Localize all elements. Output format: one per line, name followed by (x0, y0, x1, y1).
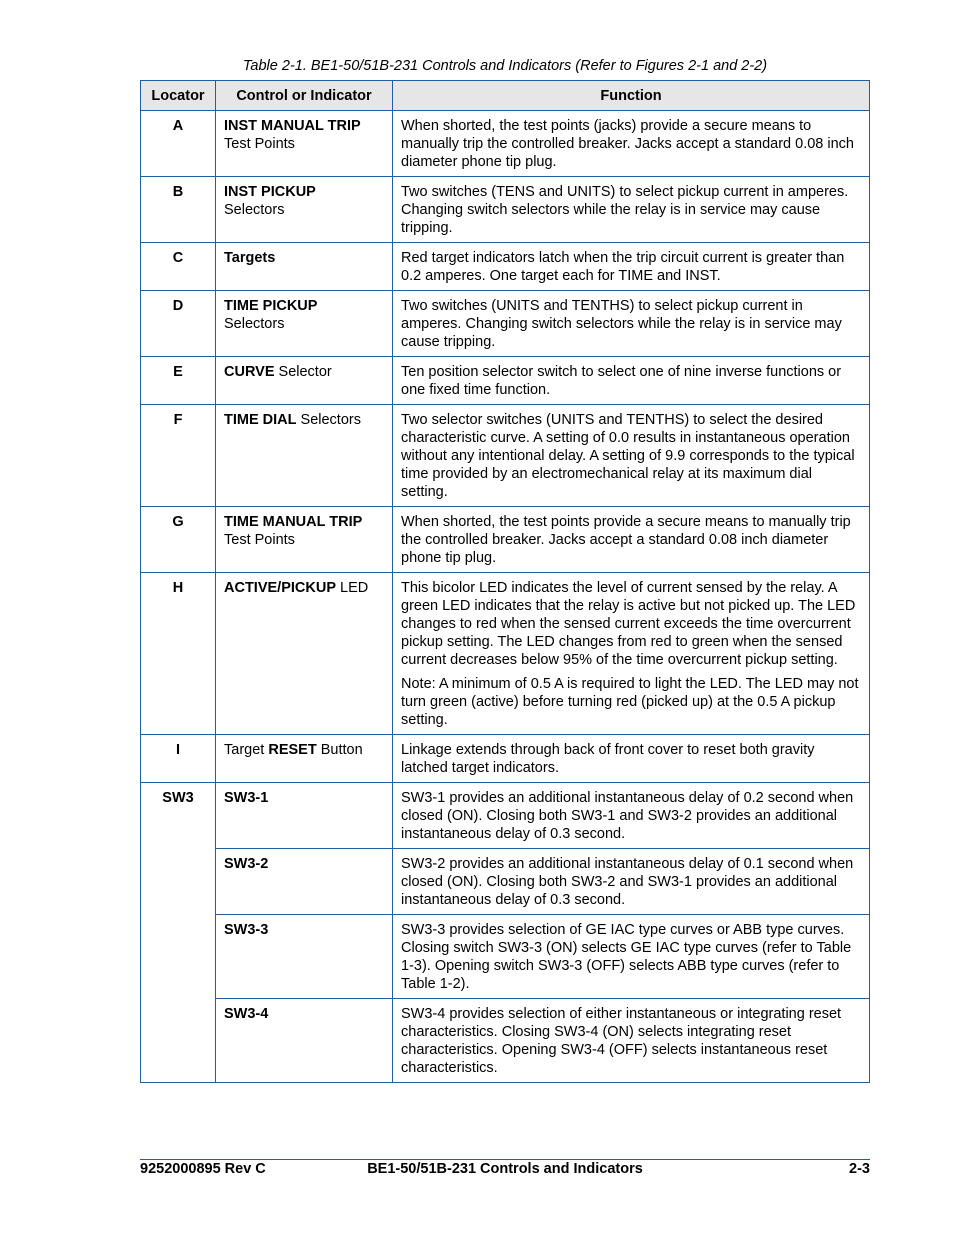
table-row (141, 111, 870, 177)
function-cell (393, 357, 870, 405)
table-row (141, 573, 870, 735)
locator-cell: SW3 (141, 783, 216, 1083)
control-name: TIME MANUAL TRIP (224, 514, 363, 530)
control-name: TIME DIAL (224, 412, 297, 428)
function-text: Linkage extends through back of front cover to reset both gravity latched target indicators. (401, 742, 815, 776)
table-row (141, 915, 870, 999)
function-text: SW3-4 provides selection of either instantaneous or integrating reset characteristics. Closing SW3-4 (ON) selects integrating reset characteristics. Opening SW3-4 (OFF) selects instantaneous reset characteristics. (401, 1006, 842, 1076)
control-type: Selectors (224, 316, 285, 332)
control-name: SW3-1 (224, 790, 269, 806)
table-row (141, 735, 870, 783)
locator-cell: H (141, 573, 216, 735)
table-row (141, 243, 870, 291)
control-cell (216, 507, 393, 573)
control-name: CURVE (224, 364, 275, 380)
table-row (141, 405, 870, 507)
header-function: Function (393, 81, 870, 111)
locator-cell: G (141, 507, 216, 573)
function-text: Note: A minimum of 0.5 A is required to light the LED. The LED may not turn green (active) before turning red (picked up) at the 0.5 A pickup setting. (401, 676, 859, 728)
control-name: SW3-3 (224, 922, 269, 938)
control-cell (216, 243, 393, 291)
table-row (141, 177, 870, 243)
header-locator: Locator (141, 81, 216, 111)
control-name: INST PICKUP (224, 184, 316, 200)
footer-title: BE1-50/51B-231 Controls and Indicators (367, 1161, 643, 1177)
control-cell (216, 573, 393, 735)
locator-cell: E (141, 357, 216, 405)
function-cell (393, 111, 870, 177)
control-name: RESET (268, 742, 317, 758)
function-text: SW3-2 provides an additional instantaneous delay of 0.1 second when closed (ON). Closing both SW3-2 and SW3-1 provides an additional instantaneous delay of 0.3 second. (401, 856, 854, 908)
control-cell (216, 357, 393, 405)
control-type: Selectors (224, 202, 285, 218)
control-cell (216, 999, 393, 1083)
function-cell (393, 507, 870, 573)
function-cell (393, 915, 870, 999)
table-caption: Table 2-1. BE1-50/51B-231 Controls and Indicators (Refer to Figures 2-1 and 2-2) (242, 58, 768, 74)
control-type: Selectors (296, 412, 361, 428)
header-control: Control or Indicator (216, 81, 393, 111)
function-cell (393, 243, 870, 291)
control-name: SW3-2 (224, 856, 269, 872)
function-cell (393, 177, 870, 243)
function-text: Two selector switches (UNITS and TENTHS) to select the desired characteristic curve. A setting of 0.0 results in instantaneous operation without any intentional delay. A setting of 9.9 corresponds to the typical time provided by an electromechanical relay at its maximum dial setting. (401, 412, 855, 500)
table-body (141, 111, 870, 1083)
function-cell (393, 849, 870, 915)
control-name: INST MANUAL TRIP (224, 118, 361, 134)
table-header-row (141, 81, 870, 111)
function-text: When shorted, the test points (jacks) provide a secure means to manually trip the controlled breaker. Jacks accept a standard 0.08 inch diameter phone tip plug. (401, 118, 854, 170)
control-type: Test Points (224, 532, 295, 548)
function-text: Two switches (TENS and UNITS) to select pickup current in amperes. Changing switch selectors while the relay is in service may cause tripping. (401, 184, 849, 236)
controls-table (140, 80, 870, 1083)
function-cell (393, 405, 870, 507)
function-cell (393, 783, 870, 849)
footer-page-number: 2-3 (849, 1161, 870, 1177)
control-cell (216, 177, 393, 243)
control-prefix: Target (224, 742, 269, 758)
function-cell (393, 291, 870, 357)
function-text: Two switches (UNITS and TENTHS) to select pickup current in amperes. Changing switch selectors while the relay is in service may cause tripping. (401, 298, 842, 350)
locator-cell: A (141, 111, 216, 177)
control-cell (216, 915, 393, 999)
table-row (141, 357, 870, 405)
locator-cell: B (141, 177, 216, 243)
locator-cell: D (141, 291, 216, 357)
control-cell (216, 405, 393, 507)
function-text: This bicolor LED indicates the level of current sensed by the relay. A green LED indicates that the relay is active but not picked up. The LED changes to red when the sensed current exceeds the time overcurrent pickup setting. The LED changes from red to green when the sensed current decreases below 95% of the time overcurrent pickup setting. (401, 580, 856, 668)
function-text: Red target indicators latch when the trip circuit current is greater than 0.2 amperes. One target each for TIME and INST. (401, 250, 845, 284)
locator-cell: I (141, 735, 216, 783)
table-row (141, 291, 870, 357)
table-row (141, 849, 870, 915)
control-name: SW3-4 (224, 1006, 269, 1022)
page-footer (140, 1159, 870, 1181)
control-name: Targets (224, 250, 276, 266)
control-cell (216, 849, 393, 915)
function-cell (393, 999, 870, 1083)
control-type: LED (336, 580, 369, 596)
control-cell (216, 111, 393, 177)
table-row (141, 783, 870, 849)
function-cell (393, 573, 870, 735)
locator-cell: C (141, 243, 216, 291)
locator-cell: F (141, 405, 216, 507)
control-name: ACTIVE/PICKUP (224, 580, 336, 596)
footer-doc-number: 9252000895 Rev C (140, 1161, 266, 1177)
control-type: Selector (274, 364, 332, 380)
control-cell (216, 291, 393, 357)
control-cell (216, 735, 393, 783)
function-text: SW3-3 provides selection of GE IAC type curves or ABB type curves. Closing switch SW3-3 (ON) selects GE IAC type curves (refer to Table 1-3). Opening switch SW3-3 (OFF) selects ABB type curves (refer to Table 1-2). (401, 922, 852, 992)
function-text: SW3-1 provides an additional instantaneous delay of 0.2 second when closed (ON). Closing both SW3-1 and SW3-2 provides an additional instantaneous delay of 0.3 second. (401, 790, 854, 842)
function-text: When shorted, the test points provide a secure means to manually trip the controlled breaker. Jacks accept a standard 0.08 inch diameter phone tip plug. (401, 514, 851, 566)
control-type: Button (316, 742, 363, 758)
table-row (141, 999, 870, 1083)
function-text: Ten position selector switch to select one of nine inverse functions or one fixed time function. (401, 364, 842, 398)
table-row (141, 507, 870, 573)
function-cell (393, 735, 870, 783)
control-cell (216, 783, 393, 849)
control-type: Test Points (224, 136, 295, 152)
control-name: TIME PICKUP (224, 298, 318, 314)
